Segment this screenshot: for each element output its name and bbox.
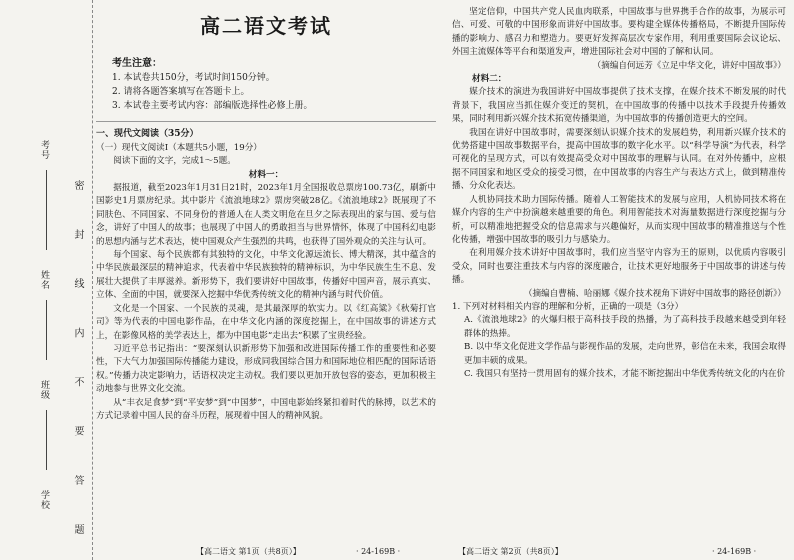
question-1: 1. 下列对材料相关内容的理解和分析，正确的一项是（3分） <box>452 301 684 312</box>
passage-paragraph: 从“丰衣足食梦”到“平安梦”到“中国梦”，中国电影始终紧扣着时代的脉搏，以艺术的方式记录着中国人民的奋斗历程，展现着中国人的精神风貌。 <box>96 397 436 421</box>
passage-paragraph: 文化是一个国家、一个民族的灵魂，是其最深厚的软实力。以《红高粱》《秋菊打官司》等为代表的中国电影作品，在中华文化内涵的深度挖掘上，在中国故事的讲述方式上，在影像风格的美学表达上，都为中国电影“走出去”积累了宝贵经验。 <box>96 303 436 341</box>
exam-number-label: 考号 <box>39 140 49 160</box>
material-heading: 材料一： <box>248 169 284 180</box>
page-1 <box>96 0 436 560</box>
divider <box>96 121 436 122</box>
page-2 <box>452 0 786 560</box>
name-label: 姓名 <box>39 270 49 290</box>
candidate-notice <box>112 57 436 113</box>
option-c: C. 我国只有坚持一贯用固有的媒介技术，才能不断挖掘出中华优秀传统文化的内在价 <box>464 368 786 379</box>
page-footer: 【高二语文 第1页（共8页）】 <box>196 546 301 556</box>
passage-paragraph: 媒介技术的演进为我国讲好中国故事提供了技术支撑，在媒介技术不断发展的时代背景下，我国应当抓住媒介变迁的契机，在中国故事的传播中以技术手段提升传播效果，同时利用新兴媒介技术拓宽传播渠道，为中国故事的传播创造更大的空间。 <box>452 87 786 125</box>
page-code: · 24-169B · <box>356 546 401 556</box>
class-label: 班级 <box>39 380 49 400</box>
class-line <box>46 410 47 470</box>
passage-paragraph: 坚定信仰，中国共产党人民血肉联系，中国故事与世界携手合作的故事，为展示可信、可爱、可敬的中国形象而讲好中国故事。要构建全媒体传播格局，不断提升国际传播的影响力、感召力和塑造力。要更好发挥高层次专家作用，利用重要国际会议论坛、外国主流媒体等平台和渠道发声，增进国际社会对中国的了解和认同。 <box>452 7 786 58</box>
subsection-heading: （一）现代文阅读Ⅰ（本题共5小题，19分） <box>96 142 262 153</box>
notice-item: 1. 本试卷共150分，考试时间150分钟。 <box>112 73 275 84</box>
school-label: 学校 <box>39 490 49 510</box>
binding-margin <box>0 0 93 560</box>
name-line <box>46 300 47 360</box>
notice-heading: 考生注意： <box>112 58 162 70</box>
passage-paragraph: 每个国家、每个民族都有其独特的文化，中华文化源远流长、博大精深，其中蕴含的中华民族最深层的精神追求，代表着中华民族独特的精神标识，为中华民族生生不息、发展壮大提供了丰厚滋养。新形势下，我们要讲好中国故事，传播好中国声音，展示真实、立体、全面的中国，就要深入挖掘中华优秀传统文化的精神内涵与时代价值。 <box>96 250 436 301</box>
passage-paragraph: 在利用媒介技术讲好中国故事时，我们应当坚守内容为王的原则，以优质内容吸引受众，同时也要注重技术与内容的深度融合，让技术更好地服务于中国故事的讲述与传播。 <box>452 248 786 286</box>
material-heading: 材料二： <box>472 74 507 85</box>
page-footer: 【高二语文 第2页（共8页）】 <box>458 546 563 556</box>
passage-paragraph: 人机协同技术助力国际传播。随着人工智能技术的发展与应用，人机协同技术将在媒介内容的生产中扮演越来越重要的角色。利用智能技术对海量数据进行深度挖掘与分析，可以精准地把握受众的信息需求与兴趣偏好，从而实现中国故事的精准推送与个性化传播，增强中国故事的吸引力与感染力。 <box>452 194 786 245</box>
seal-line-warning: 密 封 线 内 不 要 答 题 <box>72 180 83 553</box>
exam-title: 高二语文考试 <box>200 14 332 38</box>
option-b: B. 以中华文化促进文学作品与影视作品的发展，走向世界，彰信在未来，我国会取得更加丰硕的成果。 <box>464 342 786 366</box>
notice-item: 2. 请将各题答案填写在答题卡上。 <box>112 87 250 98</box>
notice-item: 3. 本试卷主要考试内容：部编版选择性必修上册。 <box>112 101 313 112</box>
option-a: A.《流浪地球2》的火爆归根于高科技手段的热播，为了高科技手段越来越受到年轻群体的热捧。 <box>464 315 786 339</box>
page-code: · 24-169B · <box>712 546 757 556</box>
passage-paragraph: 习近平总书记指出：“要深刻认识新形势下加强和改进国际传播工作的重要性和必要性，下大气力加强国际传播能力建设，形成同我国综合国力和国际地位相匹配的国际话语权。”传播力决定影响力，话语权决定主动权。我们要以更加开放包容的姿态，更加积极主动地参与世界文化交流。 <box>96 343 436 395</box>
source-citation: （摘编自曹楠、哈丽娜《媒介技术视角下讲好中国故事的路径创新》） <box>523 288 786 299</box>
passage-paragraph: 据报道，截至2023年1月31日21时，2023年1月全国报收总票房100.73亿，刷新中国影史1月票房纪录。其中影片《流浪地球2》票房突破28亿。《流浪地球2》既展现了不同肤色、不同国家、不同身份的普通人在人类文明危在旦夕之际表现出的家与国、爱与信念，讲好了中国人的故事；也展现了中国人的勇敢担当与世界情怀，体现了中国科幻电影的思想内涵与艺术表达，使中国观众产生强烈的共鸣，也获得了国外观众的关注与认可。 <box>96 183 436 247</box>
section-heading: 一、现代文阅读（35分） <box>96 129 199 140</box>
exam-number-line <box>46 170 47 250</box>
source-citation: （摘编自何远芳《立足中华文化，讲好中国故事》） <box>592 60 786 71</box>
passage-paragraph: 我国在讲好中国故事时，需要深刻认识媒介技术的发展趋势，利用新兴媒介技术的优势搭建中国故事数据平台，提高中国故事的数字化水平。以“科学导演”为代表，科学可视化的呈现方式，可以有效提高受众对中国故事的理解与认同。在对外传播中，应根据不同国家和地区受众的接受习惯，在中国故事的内容生产与表达方式上，做到精准传播、分众化表达。 <box>452 127 786 192</box>
instruction-text: 阅读下面的文字，完成1～5题。 <box>113 156 236 167</box>
